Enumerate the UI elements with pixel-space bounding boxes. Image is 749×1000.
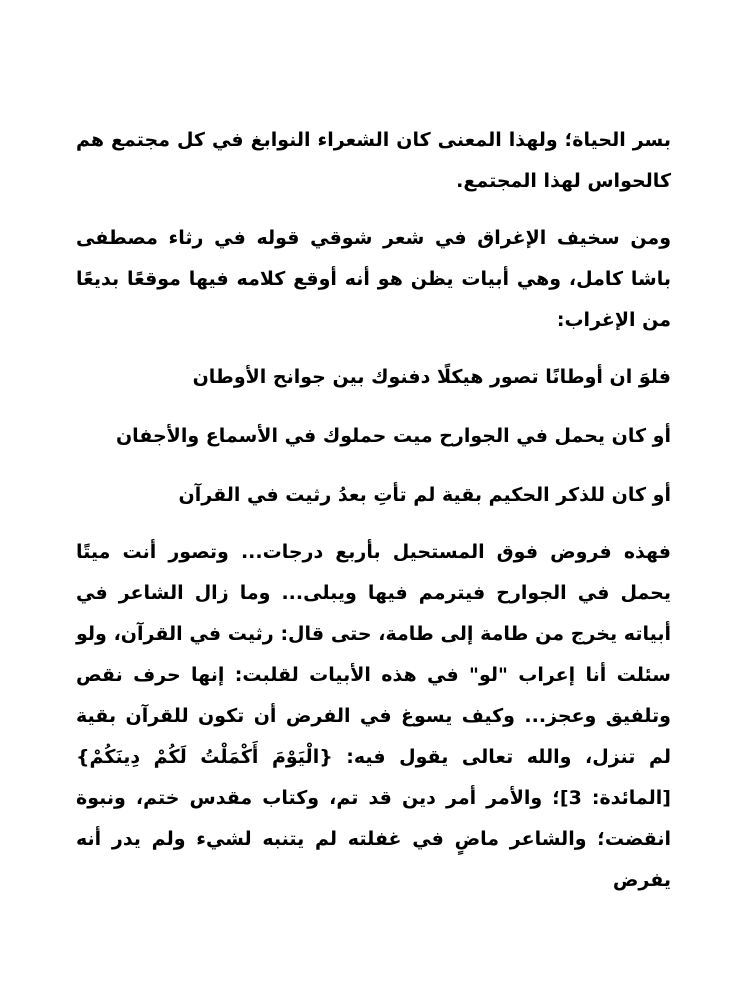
page-text (76, 120, 671, 901)
verse-line-1: فلوَ ان أوطانًا تصور هيكلًا دفنوك بين جوانح الأوطان (192, 366, 671, 388)
paragraph-critique: فهذه فروض فوق المستحيل بأربع درجات... وتصور أنت ميتًا يحمل في الجوارح فيترمم فيها ويبلى... وما زال الشاعر في أبياته يخرج من طامة إلى طامة، حتى قال: رثيت في القرآن، ولو سئلت أنا إعراب "لو" في هذه الأبيات لقلبت: إنها حرف نقص وتلفيق وعجز... وكيف يسوغ في الفرض أن تكون للقرآن بقية لم تنزل، والله تعالى يقول فيه: {الْيَوْمَ أَكْمَلْتُ لَكُمْ دِينَكُمْ} [المائدة: 3]؛ والأمر أمر دين قد تم، وكتاب مقدس ختم، ونبوة انقضت؛ والشاعر ماضٍ في غفلته لم يتنبه لشيء ولم يدر أنه يفرض (76, 541, 671, 891)
paragraph-shawqi: ومن سخيف الإغراق في شعر شوقي قوله في رثاء مصطفى باشا كامل، وهي أبيات يظن هو أنه أوقع كلامه فيها موقعًا بديعًا من الإغراب: (76, 227, 671, 331)
paragraph-intro: بسر الحياة؛ ولهذا المعنى كان الشعراء النوابغ في كل مجتمع هم كالحواس لهذا المجتمع. (76, 129, 671, 192)
verse-line-3: أو كان للذكر الحكيم بقية لم تأتِ بعدُ رثيت في القرآن (178, 484, 671, 506)
verse-line-2: أو كان يحمل في الجوارح ميت حملوك في الأسماع والأجفان (115, 425, 671, 447)
